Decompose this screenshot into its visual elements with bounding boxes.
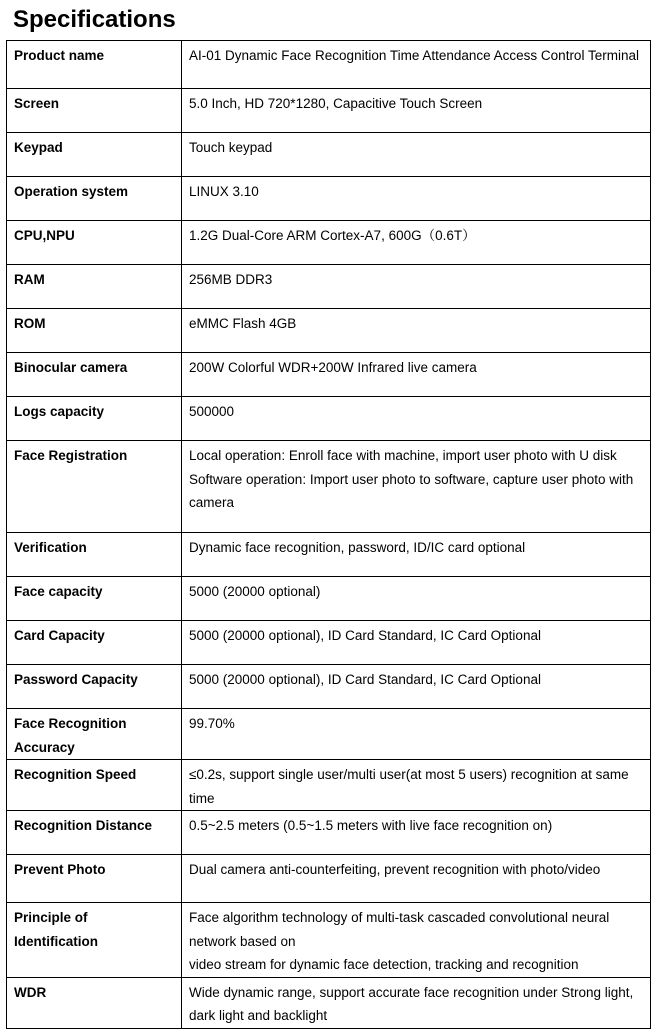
specifications-table <box>6 40 651 1029</box>
spec-value <box>182 309 651 353</box>
spec-row <box>7 533 651 577</box>
spec-value-line: 200W Colorful WDR+200W Infrared live camera <box>189 360 477 375</box>
spec-value <box>182 397 651 441</box>
spec-value <box>182 855 651 903</box>
spec-label: Keypad <box>7 133 182 177</box>
spec-value <box>182 133 651 177</box>
spec-label: Verification <box>7 533 182 577</box>
spec-value <box>182 89 651 133</box>
spec-value-line: 5000 (20000 optional) <box>189 584 321 599</box>
spec-row <box>7 811 651 855</box>
spec-value-line: eMMC Flash 4GB <box>189 316 297 331</box>
spec-label: CPU,NPU <box>7 221 182 265</box>
spec-label: Face Recognition Accuracy <box>7 709 182 760</box>
spec-label: Logs capacity <box>7 397 182 441</box>
spec-label: RAM <box>7 265 182 309</box>
spec-row <box>7 41 651 89</box>
spec-value-line: 0.5~2.5 meters (0.5~1.5 meters with live face recognition on) <box>189 818 553 833</box>
spec-label: Prevent Photo <box>7 855 182 903</box>
spec-value-line: 5000 (20000 optional), ID Card Standard, IC Card Optional <box>189 628 541 643</box>
spec-row <box>7 441 651 533</box>
spec-label: Face Registration <box>7 441 182 533</box>
spec-value-line: AI-01 Dynamic Face Recognition Time Attendance Access Control Terminal <box>189 48 639 63</box>
spec-value-line: Wide dynamic range, support accurate face recognition under Strong light, dark light and backlight <box>189 984 634 1023</box>
spec-value-line: 99.70% <box>189 716 235 731</box>
spec-row <box>7 353 651 397</box>
spec-value-line: Dynamic face recognition, password, ID/IC card optional <box>189 540 526 555</box>
spec-value-line: 500000 <box>189 404 235 419</box>
page-title: Specifications <box>13 6 176 33</box>
spec-value-line: LINUX 3.10 <box>189 184 259 199</box>
spec-label: Recognition Speed <box>7 760 182 811</box>
spec-label: Principle of Identification <box>7 903 182 978</box>
spec-value <box>182 441 651 533</box>
spec-row <box>7 665 651 709</box>
spec-row <box>7 397 651 441</box>
spec-value <box>182 977 651 1028</box>
spec-row <box>7 977 651 1028</box>
spec-value <box>182 177 651 221</box>
spec-value <box>182 265 651 309</box>
spec-row <box>7 133 651 177</box>
spec-label: Screen <box>7 89 182 133</box>
spec-value-line: 5000 (20000 optional), ID Card Standard, IC Card Optional <box>189 672 541 687</box>
spec-value-line: 5.0 Inch, HD 720*1280, Capacitive Touch Screen <box>189 96 483 111</box>
spec-row <box>7 309 651 353</box>
spec-row <box>7 177 651 221</box>
spec-label: Operation system <box>7 177 182 221</box>
spec-value-line: Face algorithm technology of multi-task cascaded convolutional neural network based on <box>189 910 610 949</box>
specifications-table-body <box>7 41 651 1029</box>
spec-value-line: 256MB DDR3 <box>189 272 273 287</box>
spec-row <box>7 855 651 903</box>
spec-label: WDR <box>7 977 182 1028</box>
spec-value <box>182 221 651 265</box>
spec-value-line: video stream for dynamic face detection, tracking and recognition <box>189 957 579 972</box>
spec-value <box>182 709 651 760</box>
spec-value <box>182 577 651 621</box>
spec-value <box>182 533 651 577</box>
spec-label: ROM <box>7 309 182 353</box>
spec-value <box>182 41 651 89</box>
spec-value-line: Software operation: Import user photo to software, capture user photo with camera <box>189 471 634 510</box>
spec-label: Recognition Distance <box>7 811 182 855</box>
spec-label: Card Capacity <box>7 621 182 665</box>
spec-row <box>7 265 651 309</box>
spec-value <box>182 903 651 978</box>
spec-value-line: ≤0.2s, support single user/multi user(at most 5 users) recognition at same time <box>189 767 629 806</box>
spec-value-line: Local operation: Enroll face with machine, import user photo with U disk <box>189 448 617 463</box>
spec-value <box>182 621 651 665</box>
spec-value-line: Touch keypad <box>189 140 273 155</box>
spec-label: Binocular camera <box>7 353 182 397</box>
spec-label: Product name <box>7 41 182 89</box>
spec-value-line: 1.2G Dual-Core ARM Cortex-A7, 600G（0.6T） <box>189 228 476 243</box>
spec-value <box>182 353 651 397</box>
spec-row <box>7 760 651 811</box>
spec-value <box>182 811 651 855</box>
spec-row <box>7 621 651 665</box>
spec-value <box>182 665 651 709</box>
spec-row <box>7 89 651 133</box>
spec-row <box>7 221 651 265</box>
spec-row <box>7 903 651 978</box>
spec-row <box>7 709 651 760</box>
spec-value-line: Dual camera anti-counterfeiting, prevent recognition with photo/video <box>189 862 601 877</box>
spec-label: Password Capacity <box>7 665 182 709</box>
spec-row <box>7 577 651 621</box>
spec-label: Face capacity <box>7 577 182 621</box>
spec-value <box>182 760 651 811</box>
